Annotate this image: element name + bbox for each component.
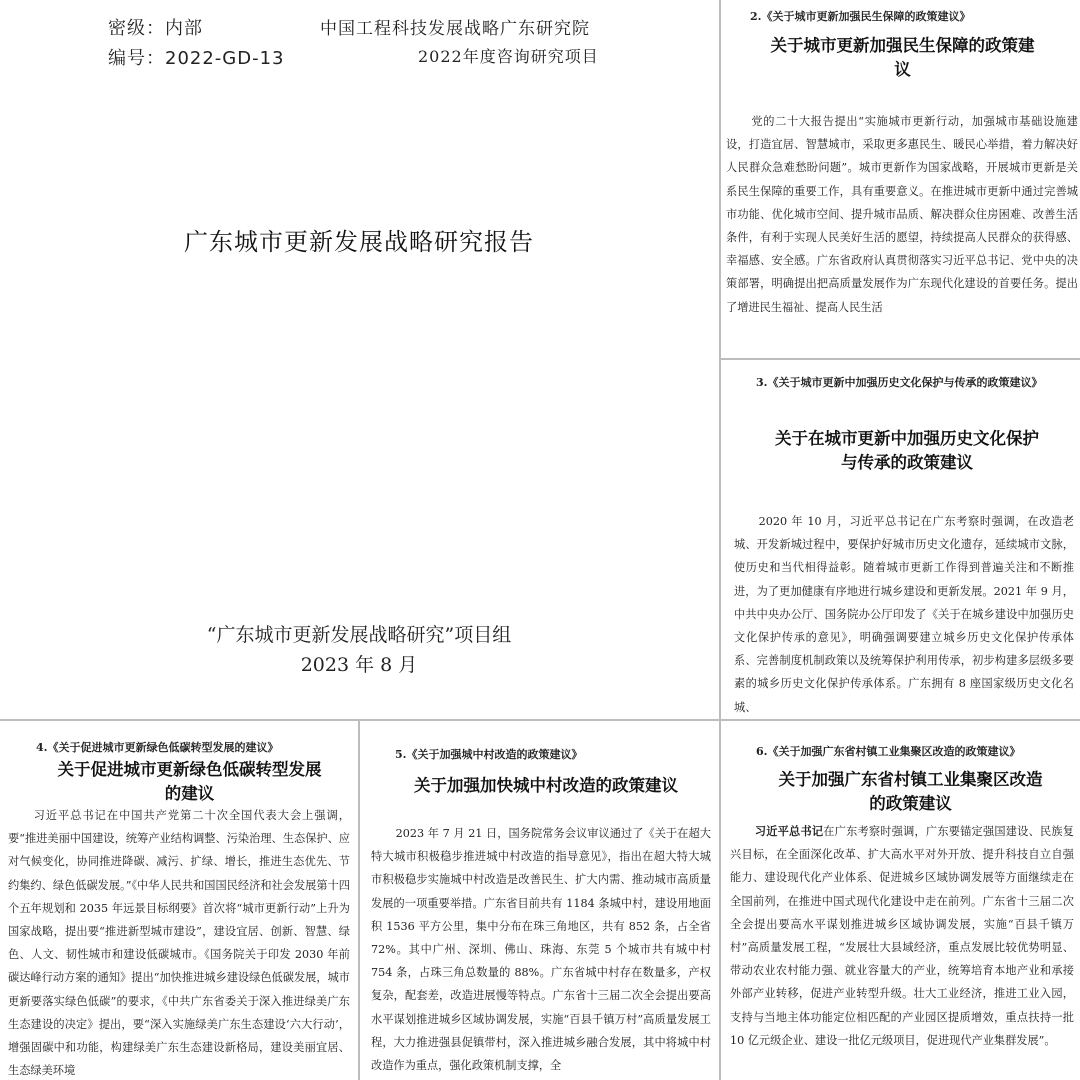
title-line: 与传承的政策建议: [841, 453, 973, 472]
body-lead: 习近平总书记: [754, 824, 824, 838]
secret-level: 密级：内部: [108, 18, 203, 39]
page-title: [391, 774, 701, 798]
section-label: 6.《关于加强广东省村镇工业集聚区改造的政策建议》: [756, 745, 1021, 758]
body-text: [371, 822, 711, 1077]
project-type: 2022年度咨询研究项目: [418, 47, 599, 66]
title-line: 的建议: [164, 784, 215, 803]
institute-name: 中国工程科技发展战略广东研究院: [320, 19, 590, 39]
page-title: [730, 34, 1075, 82]
page-title: [752, 427, 1062, 475]
page-6: [722, 722, 1080, 1080]
body-paragraph: 2020 年 10 月，习近平总书记在广东考察时强调，在改造老城、开发新城过程中，要保护好城市历史文化遗存，延续城市文脉，使历史和当代相得益彰。随着城市更新工作得到普遍关注和不断推进，为了更加健康有序地进行城乡建设和更新发展。2021 年 9 月，中共中央办公厅、国务院办公厅印发了《关于在城乡建设中加强历史文化保护传承的意见》，明确强调要建立城乡历史文化保护传承体系、完善制度机制政策以及统筹保护利用传承，初步构建多层级多要素的城乡历史文化保护传承体系。广东拥有 8 座国家级历史文化名城、: [734, 515, 1074, 714]
title-line: 关于促进城市更新绿色低碳转型发展: [57, 760, 322, 779]
page-2: [722, 0, 1080, 358]
body-text: [726, 110, 1078, 319]
section-label: 5.《关于加强城中村改造的政策建议》: [395, 748, 583, 761]
vertical-divider: [719, 0, 721, 1080]
page-title: [22, 758, 357, 806]
vertical-divider: [358, 720, 360, 1080]
report-date: 2023 年 8 月: [300, 654, 418, 676]
section-label: 3.《关于城市更新中加强历史文化保护与传承的政策建议》: [756, 376, 1043, 389]
serial-number: 编号：2022-GD-13: [108, 48, 285, 69]
title-line: 关于加强广东省村镇工业集聚区改造: [778, 770, 1043, 789]
body-paragraph: 党的二十大报告提出“实施城市更新行动，加强城市基础设施建设，打造宜居、智慧城市，采取更多惠民生、暖民心举措，着力解决好人民群众急难愁盼问题”。城市更新作为国家战略，开展城市更新是关系民生保障的重要工作，具有重要意义。在推进城市更新中通过完善城市功能、优化城市空间、提升城市品质、解决群众住房困难、改善生活条件，有利于实现人民美好生活的愿望，持续提高人民群众的获得感、幸福感、安全感。广东省政府认真贯彻落实习近平总书记、党中央的决策部署，明确提出把高质量发展作为广东现代化建设的首要任务。提出了增进民生福祉、提高人民生活: [726, 115, 1078, 314]
body-paragraph: 2023 年 7 月 21 日，国务院常务会议审议通过了《关于在超大特大城市积极稳步推进城中村改造的指导意见》，指出在超大特大城市积极稳步实施城中村改造是改善民生、扩大内需、推动城市高质量发展的一项重要举措。广东省目前共有 1184 条城中村，建设用地面积 1536 平方公里，集中分布在珠三角地区，共有 852 条，占全省 72%。其中广州、深圳、佛山、珠海、东莞 5 个城市共有城中村 754 条，占珠三角总数量的 88%。广东省城中村存在数量多，产权复杂，配套差，改造进展慢等特点。广东省十三届二次全会提出要高水平谋划推进城乡区域协调发展，实施“百县千镇万村”高质量发展工程，大力推进强县促镇带村，深入推进城乡融合发展，其中将城中村改造作为重点，强化政策机制支撑，全: [371, 827, 711, 1073]
title-line: 关于加强加快城中村改造的政策建议: [414, 776, 678, 795]
cover-page: [0, 0, 718, 718]
title-line: 关于城市更新加强民生保障的政策建: [770, 36, 1035, 55]
page-4: [0, 722, 358, 1080]
title-line: 关于在城市更新中加强历史文化保护: [775, 429, 1039, 448]
body-text: [734, 510, 1074, 718]
page-3: [722, 361, 1080, 718]
title-line: 的政策建议: [869, 794, 952, 813]
title-line: 议: [894, 60, 911, 79]
section-label: 4.《关于促进城市更新绿色低碳转型发展的建议》: [36, 741, 279, 754]
body-paragraph: 习近平总书记在中国共产党第二十次全国代表大会上强调，要“推进美丽中国建设，统筹产业结构调整、污染治理、生态保护、应对气候变化，协同推进降碳、减污、扩绿、增长，推进生态优先、节约集约、绿色低碳发展。”《中华人民共和国国民经济和社会发展第十四个五年规划和 2035 年远景目标纲要》首次将“城市更新行动”上升为国家战略，提出要“推进新型城市建设”，建设宜居、创新、智慧、绿色、人文、韧性城市和建设低碳城市。《国务院关于印发 2030 年前碳达峰行动方案的通知》提出“加快推进城乡建设绿色低碳发展，城市更新要落实绿色低碳”的要求，《中共广东省委关于深入推进绿美广东生态建设的决定》提出，要“深入实施绿美广东生态建设‘六大行动’，增强固碳中和功能，构建绿美广东生态建设新格局，建设美丽宜居、生态绿美环境: [8, 809, 350, 1078]
section-label: 2.《关于城市更新加强民生保障的政策建议》: [750, 10, 971, 23]
body-text: [730, 820, 1074, 1052]
horizontal-divider: [720, 358, 1080, 360]
project-group: “广东城市更新发展战略研究”项目组: [206, 624, 512, 646]
page-5: [361, 722, 719, 1080]
horizontal-divider: [0, 719, 1080, 721]
body-paragraph: 在广东考察时强调，广东要锚定强国建设、民族复兴目标，在全面深化改革、扩大高水平对外开放、提升科技自立自强能力、建设现代化产业体系、促进城乡区域协调发展等方面继续走在全国前列，在推进中国式现代化建设中走在前列。广东省十三届二次全会提出要高水平谋划推进城乡区域协调发展，实施“百县千镇万村”高质量发展工程，“发展壮大县域经济，重点发展比较优势明显、带动农业农村能力强、就业容量大的产业，统筹培育本地产业和承接外部产业转移，促进产业转型升级。壮大工业经济，推进工业入园，支持与当地主体功能定位相匹配的产业园区提质增效，重点扶持一批 10 亿元级企业、建设一批亿元级项目，促进现代产业集群发展”。: [730, 825, 1074, 1047]
page-title: [748, 768, 1073, 816]
report-title: 广东城市更新发展战略研究报告: [184, 228, 534, 256]
body-text: [8, 804, 350, 1080]
